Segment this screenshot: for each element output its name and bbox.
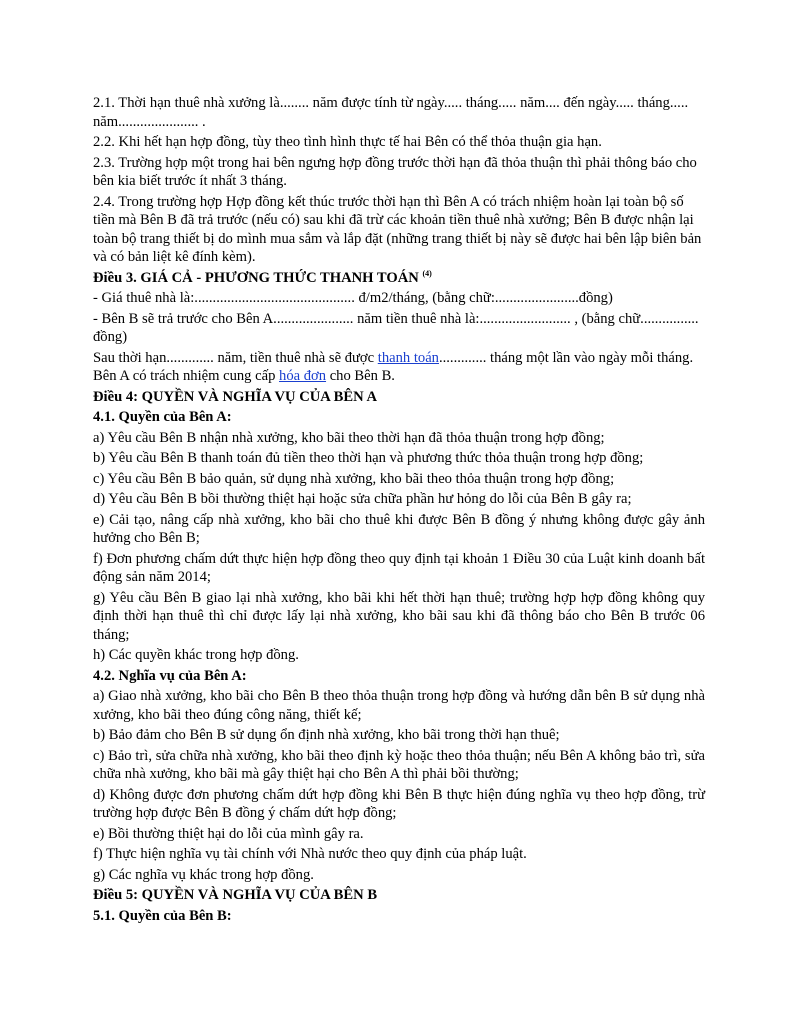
article-3-title: Điều 3. GIÁ CẢ - PHƯƠNG THỨC THANH TOÁN bbox=[93, 269, 419, 286]
section-4-2-heading: 4.2. Nghĩa vụ của Bên A: bbox=[93, 667, 247, 684]
payment-link[interactable]: thanh toán bbox=[377, 349, 439, 366]
duty-d-item: d) Không được đơn phương chấm dứt hợp đồng khi Bên B thực hiện đúng nghĩa vụ theo hợp đồng, trừ trường hợp được Bên B đồng ý chấm dứt hợp đồng; bbox=[93, 786, 705, 821]
duty-b-item: b) Bảo đảm cho Bên B sử dụng ổn định nhà xưởng, kho bãi trong thời hạn thuê; bbox=[93, 727, 560, 743]
right-c-item: c) Yêu cầu Bên B bảo quản, sử dụng nhà xưởng, kho bãi theo thỏa thuận trong hợp đồng; bbox=[93, 470, 615, 487]
document-page bbox=[93, 94, 705, 927]
payment-schedule bbox=[93, 349, 705, 386]
duty-e-item: e) Bồi thường thiệt hại do lỗi của mình gây ra. bbox=[93, 825, 364, 842]
duty-c-item: c) Bảo trì, sửa chữa nhà xưởng, kho bãi theo định kỳ hoặc theo thỏa thuận; nếu Bên A không bảo trì, sửa chữa nhà xưởng, kho bãi mà gây thiệt hại cho Bên A thì phải bồi thường; bbox=[93, 747, 705, 782]
article-5-heading: Điều 5: QUYỀN VÀ NGHĨA VỤ CỦA BÊN B bbox=[93, 887, 378, 903]
clause-2-2: 2.2. Khi hết hạn hợp đồng, tùy theo tình hình thực tế hai Bên có thể thỏa thuận gia hạn. bbox=[93, 134, 602, 150]
clause-2-1: 2.1. Thời hạn thuê nhà xưởng là........ năm được tính từ ngày..... tháng..... năm.... đến ngày..... tháng..... năm...................... . bbox=[93, 95, 689, 130]
clause-2-4: 2.4. Trong trường hợp Hợp đồng kết thúc trước thời hạn thì Bên A có trách nhiệm hoàn lại toàn bộ số tiền mà Bên B đã trả trước (nếu có) sau khi đã trừ các khoản tiền thuê nhà xưởng; Bên B được nhận lại toàn bộ trang thiết bị do mình mua sắm và lắp đặt (những trang thiết bị này sẽ được hai bên lập biên bản và có bản liệt kê đính kèm). bbox=[93, 193, 702, 265]
article-3-heading bbox=[93, 269, 705, 288]
right-a-item: a) Yêu cầu Bên B nhận nhà xưởng, kho bãi theo thời hạn đã thỏa thuận trong hợp đồng; bbox=[93, 429, 605, 446]
section-5-1-heading: 5.1. Quyền của Bên B: bbox=[93, 907, 232, 924]
duty-a-item: a) Giao nhà xưởng, kho bãi cho Bên B theo thỏa thuận trong hợp đồng và hướng dẫn bên B sử dụng nhà xưởng, kho bãi theo đúng công năng, thiết kế; bbox=[93, 688, 705, 723]
article-4-heading: Điều 4: QUYỀN VÀ NGHĨA VỤ CỦA BÊN A bbox=[93, 388, 378, 405]
payment-text-2: ............. tháng một lần vào ngày mỗi tháng. Bên A có trách nhiệm cung cấp bbox=[93, 349, 694, 384]
duty-f-item: f) Thực hiện nghĩa vụ tài chính với Nhà nước theo quy định của pháp luật. bbox=[93, 846, 527, 862]
footnote-ref: (4) bbox=[422, 268, 432, 278]
section-4-1-heading: 4.1. Quyền của Bên A: bbox=[93, 409, 232, 425]
right-g-item: g) Yêu cầu Bên B giao lại nhà xưởng, kho bãi khi hết thời hạn thuê; trường hợp hợp đồng không quy định thời hạn thuê thì chỉ được lấy lại nhà xưởng, kho bãi sau khi đã thông báo cho Bên B trước 06 tháng; bbox=[93, 589, 705, 643]
clause-2-3: 2.3. Trường hợp một trong hai bên ngưng hợp đồng trước thời hạn đã thỏa thuận thì phải thông báo cho bên kia biết trước ít nhất 3 tháng. bbox=[93, 154, 697, 189]
right-e-item: e) Cải tạo, nâng cấp nhà xưởng, kho bãi cho thuê khi được Bên B đồng ý nhưng không được gây ảnh hưởng cho Bên B; bbox=[93, 511, 705, 546]
payment-text-1: Sau thời hạn............. năm, tiền thuê nhà sẽ được bbox=[93, 349, 378, 366]
right-d-item: d) Yêu cầu Bên B bồi thường thiệt hại hoặc sửa chữa phần hư hỏng do lỗi của Bên B gây ra; bbox=[93, 491, 632, 507]
right-b-item: b) Yêu cầu Bên B thanh toán đủ tiền theo thời hạn và phương thức thỏa thuận trong hợp đồng; bbox=[93, 450, 644, 466]
duty-g-item: g) Các nghĩa vụ khác trong hợp đồng. bbox=[93, 866, 314, 883]
right-f-item: f) Đơn phương chấm dứt thực hiện hợp đồng theo quy định tại khoản 1 Điều 30 của Luật kinh doanh bất động sản năm 2014; bbox=[93, 550, 705, 585]
payment-text-3: cho Bên B. bbox=[326, 368, 395, 384]
rent-price-line: - Giá thuê nhà là:............................................ đ/m2/tháng, (bằng chữ:.......................đồng) bbox=[93, 290, 613, 306]
right-h-item: h) Các quyền khác trong hợp đồng. bbox=[93, 647, 299, 663]
invoice-link[interactable]: hóa đơn bbox=[279, 368, 327, 384]
prepayment-line: - Bên B sẽ trả trước cho Bên A...................... năm tiền thuê nhà là:......................... , (bằng chữ................ đồng) bbox=[93, 310, 699, 345]
